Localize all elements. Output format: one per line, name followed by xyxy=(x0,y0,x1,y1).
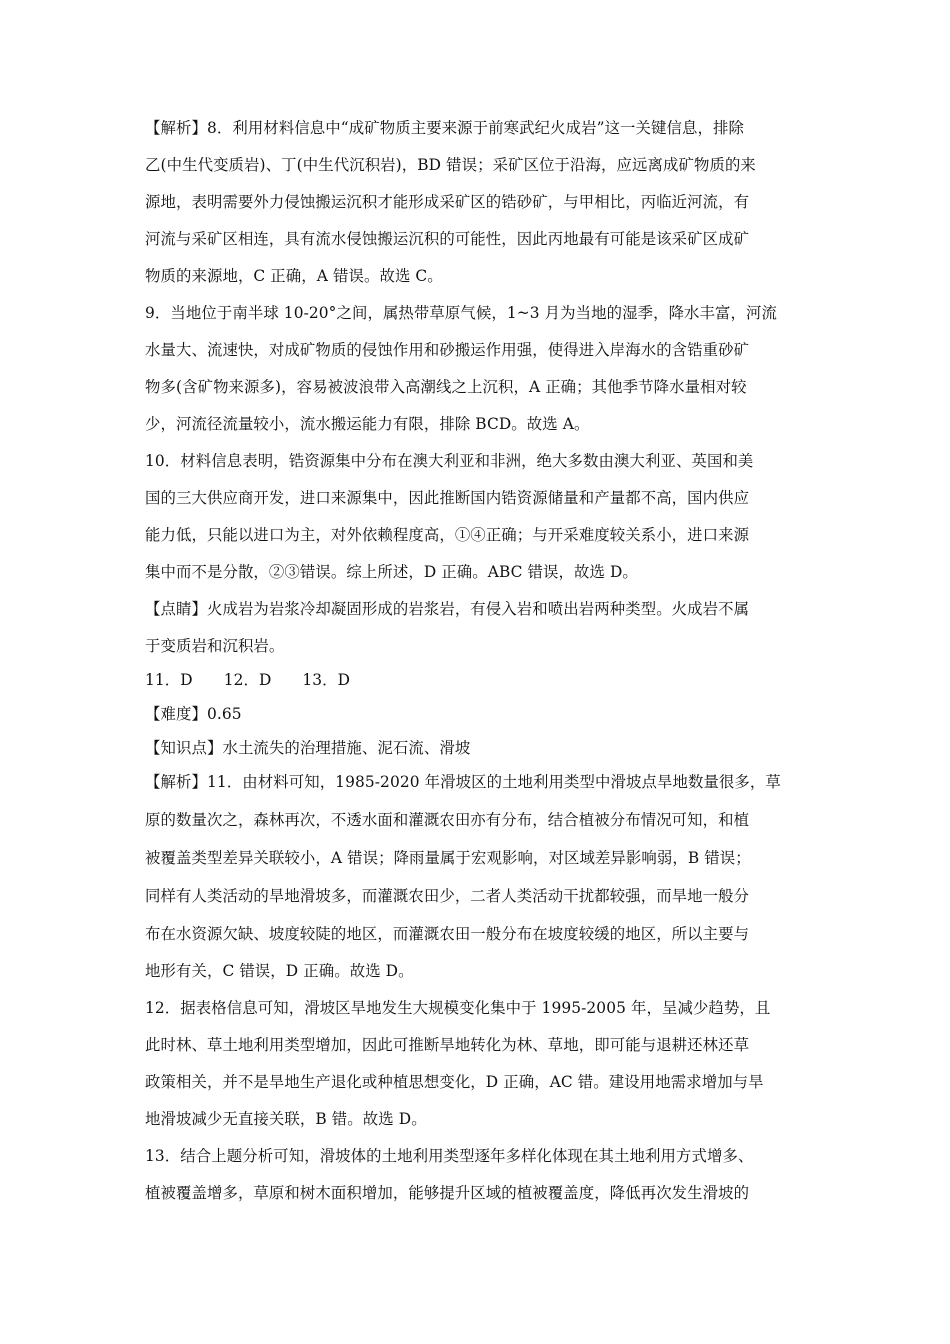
text-line: 能力低，只能以进口为主，对外依赖程度高，①④正确；与开采难度较关系小，进口来源 xyxy=(145,526,750,544)
text-line: 【解析】11．由材料可知，1985-2020 年滑坡区的土地利用类型中滑坡点旱地数量很多，草 xyxy=(145,773,781,791)
text-line: 乙(中生代变质岩)、丁(中生代沉积岩)，BD 错误；采矿区位于沿海，应远离成矿物质的来 xyxy=(145,156,756,174)
text-line: 【解析】8．利用材料信息中“成矿物质主要来源于前寒武纪火成岩”这一关键信息，排除 xyxy=(145,119,744,137)
text-line: 10．材料信息表明，锆资源集中分布在澳大利亚和非洲，绝大多数由澳大利亚、英国和美 xyxy=(145,452,754,470)
text-line: 布在水资源欠缺、坡度较陡的地区，而灌溉农田一般分布在坡度较缓的地区，所以主要与 xyxy=(145,925,750,943)
text-line: 水量大、流速快，对成矿物质的侵蚀作用和砂搬运作用强，使得进入岸海水的含锆重砂矿 xyxy=(145,341,750,359)
text-line: 同样有人类活动的旱地滑坡多，而灌溉农田少，二者人类活动干扰都较强，而旱地一般分 xyxy=(145,887,750,905)
knowledge-line: 【知识点】水土流失的治理措施、泥石流、滑坡 xyxy=(145,739,471,757)
text-line: 于变质岩和沉积岩。 xyxy=(145,637,285,655)
text-line: 13．结合上题分析可知，滑坡体的土地利用类型逐年多样化体现在其土地利用方式增多、 xyxy=(145,1147,754,1165)
text-line: 政策相关，并不是旱地生产退化或种植思想变化，D 正确，AC 错。建设用地需求增加与旱 xyxy=(145,1073,764,1091)
difficulty-line: 【难度】0.65 xyxy=(145,705,242,723)
text-line: 9．当地位于南半球 10-20°之间，属热带草原气候，1~3 月为当地的湿季，降水丰富，河流 xyxy=(145,304,778,322)
text-line: 被覆盖类型差异关联较小，A 错误；降雨量属于宏观影响，对区域差异影响弱，B 错误； xyxy=(145,849,751,867)
text-line: 12．据表格信息可知，滑坡区旱地发生大规模变化集中于 1995-2005 年，呈减少趋势，且 xyxy=(145,999,771,1017)
text-line: 源地，表明需要外力侵蚀搬运沉积才能形成采矿区的锆砂矿，与甲相比，丙临近河流，有 xyxy=(145,193,750,211)
text-line: 地滑坡减少无直接关联，B 错。故选 D。 xyxy=(145,1110,427,1128)
text-line: 物多(含矿物来源多)，容易被波浪带入高潮线之上沉积，A 正确；其他季节降水量相对较 xyxy=(145,378,747,396)
text-line: 少，河流径流量较小，流水搬运能力有限，排除 BCD。故选 A。 xyxy=(145,415,590,433)
text-line: 国的三大供应商开发，进口来源集中，因此推断国内锆资源储量和产量都不高，国内供应 xyxy=(145,489,750,507)
text-line: 植被覆盖增多，草原和树木面积增加，能够提升区域的植被覆盖度，降低再次发生滑坡的 xyxy=(145,1184,750,1202)
text-line: 物质的来源地，C 正确，A 错误。故选 C。 xyxy=(145,267,443,285)
text-line: 集中而不是分散，②③错误。综上所述，D 正确。ABC 错误，故选 D。 xyxy=(145,563,638,581)
text-line: 地形有关，C 错误，D 正确。故选 D。 xyxy=(145,962,414,980)
text-line: 原的数量次之，森林再次，不透水面和灌溉农田亦有分布，结合植被分布情况可知，和植 xyxy=(145,811,750,829)
answer-line: 11．D 12．D 13．D xyxy=(145,671,351,689)
text-line: 河流与采矿区相连，具有流水侵蚀搬运沉积的可能性，因此丙地最有可能是该采矿区成矿 xyxy=(145,230,750,248)
text-line: 【点睛】火成岩为岩浆冷却凝固形成的岩浆岩，有侵入岩和喷出岩两种类型。火成岩不属 xyxy=(145,600,750,618)
text-line: 此时林、草土地利用类型增加，因此可推断旱地转化为林、草地，即可能与退耕还林还草 xyxy=(145,1036,750,1054)
